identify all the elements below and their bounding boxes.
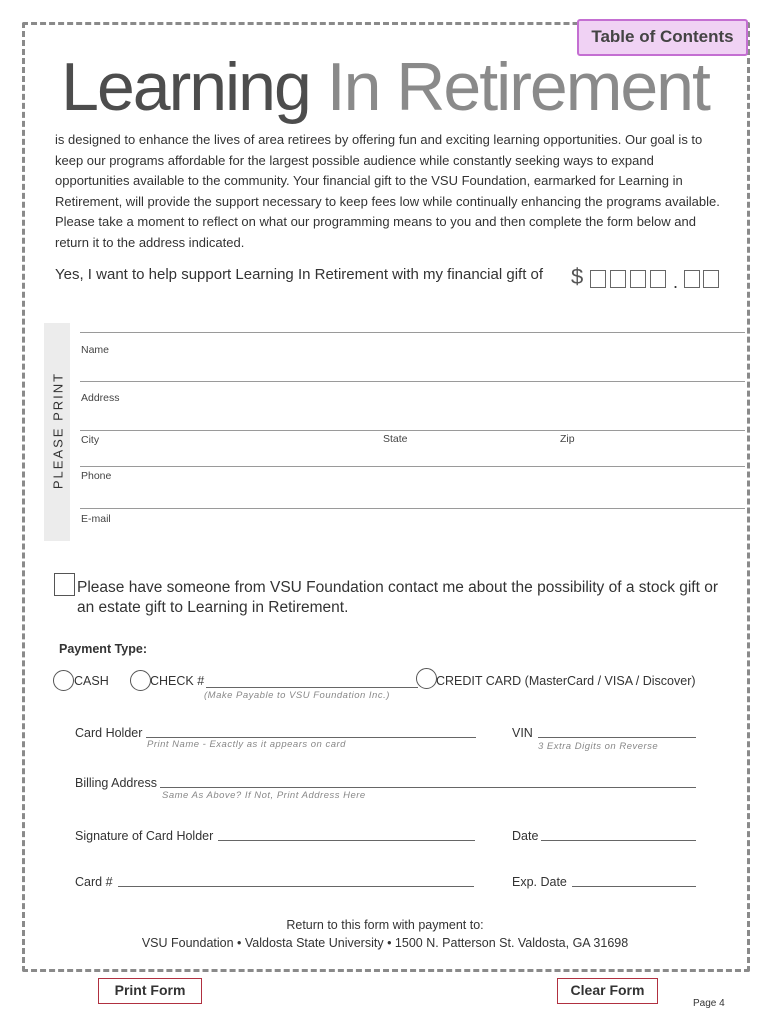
address-label: Address (81, 392, 120, 404)
state-label: State (383, 433, 408, 445)
please-print-label: PLEASE PRINT (50, 371, 66, 490)
exp-date-input[interactable] (572, 886, 696, 887)
contact-text: Please have someone from VSU Foundation contact me about the possibility of a stock gift or an estate gift to Learning in Retirement. (77, 579, 719, 616)
card-holder-input[interactable] (146, 737, 476, 738)
zip-label: Zip (560, 433, 575, 445)
phone-label: Phone (81, 470, 112, 482)
card-number-input[interactable] (118, 886, 474, 887)
gift-statement: Yes, I want to help support Learning In Retirement with my financial gift of (55, 266, 544, 283)
email-field[interactable] (80, 508, 745, 509)
exp-date-label: Exp. Date (512, 875, 567, 889)
city-state-zip-field[interactable] (80, 430, 745, 431)
contact-checkbox[interactable] (54, 573, 75, 596)
intro-paragraph: is designed to enhance the lives of area retirees by offering fun and exciting learning opportunities. Our goal is to keep our programs affordable for the largest possible audience while constantly seeking ways to expand opportunities available to the community. Your financial gift to the VSU Foundation, earmarked for Learning in Retirement, will provide the support necessary to keep fees low while continually enhancing the programs available. Please take a moment to reflect on what our programming means to you and then complete the form below and return it to the address indicated. (55, 132, 720, 250)
page-title (0, 48, 770, 126)
vin-input[interactable] (538, 737, 696, 738)
vin-label: VIN (512, 726, 533, 740)
credit-card-label: CREDIT CARD (MasterCard / VISA / Discover) (436, 674, 696, 688)
page-number: Page 4 (693, 998, 725, 1009)
address-field[interactable] (80, 381, 745, 382)
date-input[interactable] (541, 840, 696, 841)
cash-label: CASH (74, 674, 109, 688)
billing-address-input[interactable] (160, 787, 696, 788)
print-form-button[interactable]: Print Form (98, 978, 202, 1004)
credit-card-radio[interactable] (416, 668, 437, 689)
vin-hint: 3 Extra Digits on Reverse (538, 741, 659, 752)
date-label: Date (512, 829, 539, 843)
city-label: City (81, 434, 100, 446)
signature-input[interactable] (218, 840, 475, 841)
cash-radio[interactable] (53, 670, 74, 691)
payment-type-title: Payment Type: (59, 642, 147, 656)
phone-field[interactable] (80, 466, 745, 467)
check-number-input[interactable] (206, 687, 418, 688)
title-learning: Learning (61, 49, 310, 125)
check-radio[interactable] (130, 670, 151, 691)
decimal-point: . (673, 272, 679, 292)
return-instructions: Return to this form with payment to: (286, 918, 484, 932)
billing-address-label: Billing Address (75, 776, 157, 790)
name-label: Name (81, 344, 110, 356)
card-holder-label: Card Holder (75, 726, 143, 740)
signature-label: Signature of Card Holder (75, 829, 214, 843)
name-field[interactable] (80, 332, 745, 333)
dollar-sign: $ (571, 264, 584, 289)
gift-digit-box[interactable] (630, 270, 646, 288)
gift-cents-box[interactable] (684, 270, 700, 288)
clear-form-button[interactable]: Clear Form (557, 978, 658, 1004)
gift-digit-box[interactable] (590, 270, 606, 288)
billing-address-hint: Same As Above? If Not, Print Address Here (162, 790, 366, 801)
check-hint: (Make Payable to VSU Foundation Inc.) (204, 690, 390, 701)
card-number-label: Card # (75, 875, 113, 889)
gift-digit-box[interactable] (610, 270, 626, 288)
gift-digit-box[interactable] (650, 270, 666, 288)
table-of-contents-button[interactable]: Table of Contents (577, 19, 748, 56)
gift-cents-box[interactable] (703, 270, 719, 288)
return-address: VSU Foundation • Valdosta State University • 1500 N. Patterson St. Valdosta, GA 31698 (141, 936, 629, 950)
check-label: CHECK # (150, 674, 205, 688)
card-holder-hint: Print Name - Exactly as it appears on card (147, 739, 346, 750)
email-label: E-mail (81, 513, 111, 525)
title-in-retirement: In Retirement (326, 49, 709, 125)
